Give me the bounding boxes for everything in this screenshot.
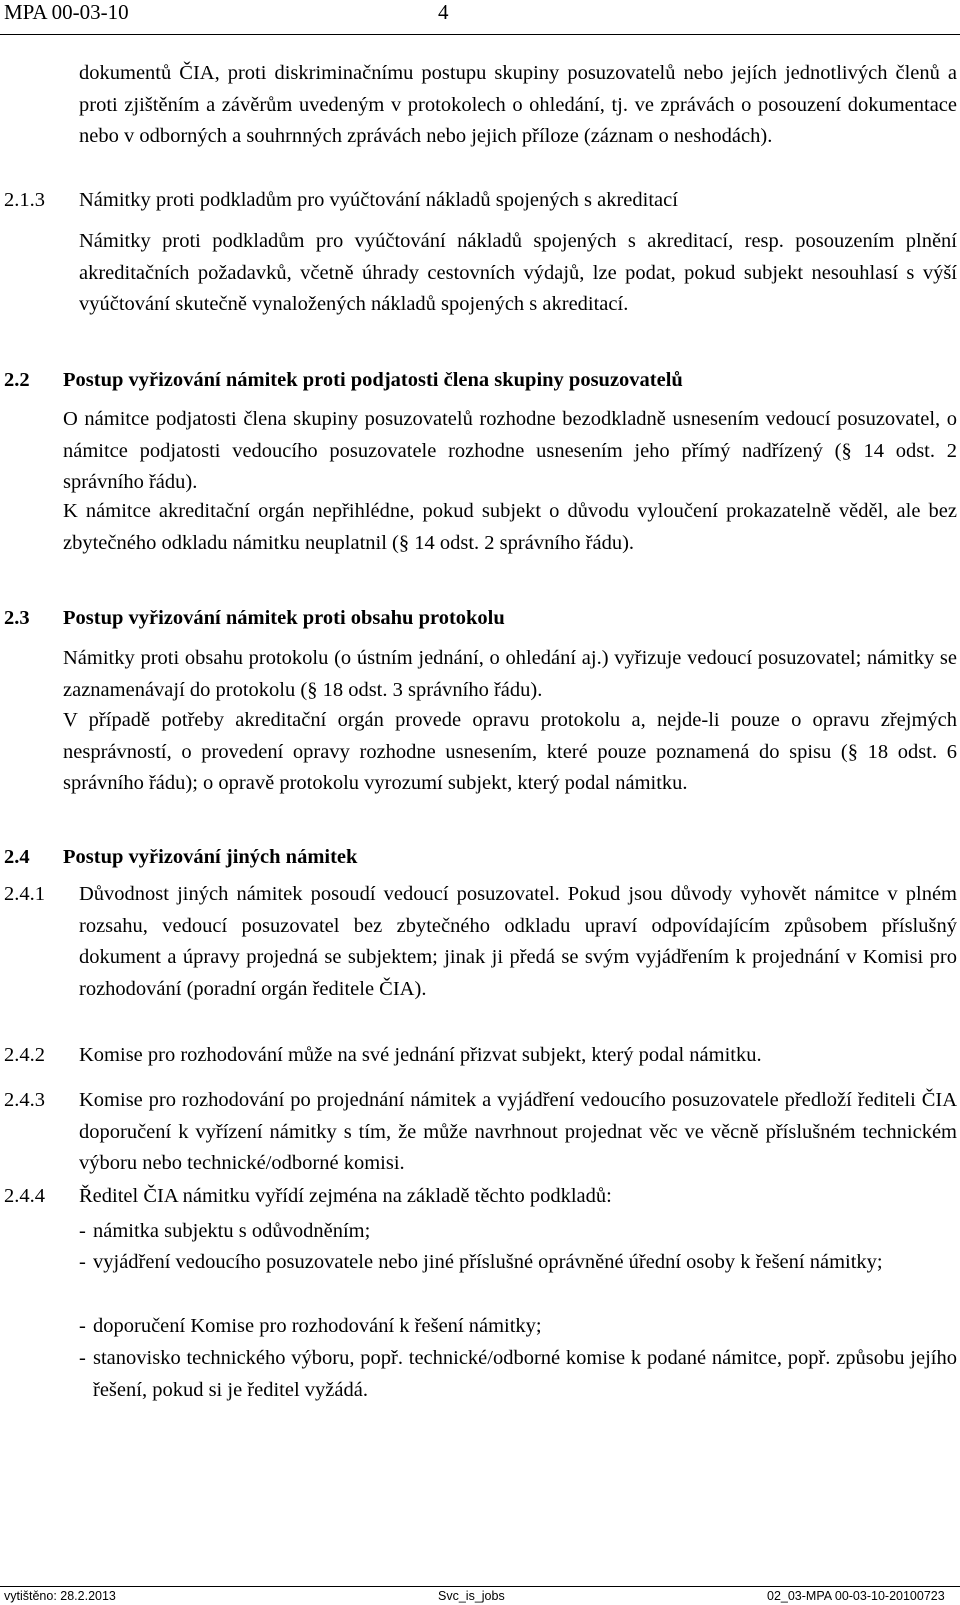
section-2-2-paragraph-2: K námitce akreditační orgán nepřihlédne, pokud subjekt o důvodu vyloučení prokazatelně věděl, ale bez zbytečného odkladu námitku neuplatnil (§ 14 odst. 2 správního řádu).	[63, 500, 957, 554]
section-2-3-paragraph-1: Námitky proti obsahu protokolu (o ústním jednání, o ohledání aj.) vyřizuje vedoucí posuzovatel; námitky se zaznamenávají do protokolu (§ 18 odst. 3 správního řádu).	[63, 647, 957, 701]
list-dash: -	[79, 1347, 86, 1369]
list-dash: -	[79, 1251, 86, 1273]
item-2-4-4-text: Ředitel ČIA námitku vyřídí zejména na základě těchto podkladů:	[79, 1185, 612, 1207]
section-2-3-number: 2.3	[4, 607, 30, 629]
header-page-number: 4	[438, 0, 449, 24]
footer-printed-date: vytištěno: 28.2.2013	[4, 1589, 116, 1603]
item-2-4-2-number: 2.4.2	[4, 1044, 45, 1066]
list-item	[79, 1247, 957, 1279]
list-item	[79, 1311, 957, 1343]
section-2-1-3-title: Námitky proti podkladům pro vyúčtování nákladů spojených s akreditací	[79, 189, 678, 211]
intro-paragraph: dokumentů ČIA, proti diskriminačnímu postupu skupiny posuzovatelů nebo jejích jednotlivých členů a proti zjištěním a závěrům uvedeným v protokolech o ohledání, tj. ve zprávách o posouzení dokumentace nebo v odborných a souhrnných zprávách nebo jejich příloze (záznam o neshodách).	[79, 62, 957, 147]
section-2-4-number: 2.4	[4, 846, 30, 868]
item-2-4-4-number: 2.4.4	[4, 1185, 45, 1207]
item-2-4-3-text: Komise pro rozhodování po projednání námitek a vyjádření vedoucího posuzovatele předloží řediteli ČIA doporučení k vyřízení námitky s tím, že může navrhnout projednat věc ve věcně příslušném technickém výboru nebo technické/odborné komisi.	[79, 1089, 957, 1174]
item-2-4-1-number: 2.4.1	[4, 883, 45, 905]
list-item	[79, 1343, 957, 1406]
section-2-3-title: Postup vyřizování námitek proti obsahu protokolu	[63, 607, 505, 629]
item-2-4-2-text: Komise pro rozhodování může na své jednání přizvat subjekt, který podal námitku.	[79, 1044, 762, 1066]
list-item-text: námitka subjektu s odůvodněním;	[93, 1220, 371, 1242]
footer-document-ref: 02_03-MPA 00-03-10-20100723	[767, 1589, 945, 1603]
footer-file-name: Svc_is_jobs	[438, 1589, 505, 1603]
item-2-4-3-number: 2.4.3	[4, 1089, 45, 1111]
header-rule	[0, 34, 960, 35]
section-2-2-title: Postup vyřizování námitek proti podjatosti člena skupiny posuzovatelů	[63, 369, 683, 391]
section-2-1-3-number: 2.1.3	[4, 189, 45, 211]
list-item-text: vyjádření vedoucího posuzovatele nebo jiné příslušné oprávněné úřední osoby k řešení námitky;	[93, 1251, 883, 1273]
list-item-text: stanovisko technického výboru, popř. technické/odborné komise k podané námitce, popř. způsobu jejího řešení, pokud si je ředitel vyžádá.	[93, 1347, 957, 1401]
list-item	[79, 1216, 957, 1248]
section-2-2-paragraph-1: O námitce podjatosti člena skupiny posuzovatelů rozhodne bezodkladně usnesením vedoucí posuzovatel, o námitce podjatosti vedoucího posuzovatele rozhodne usnesením jeho přímý nadřízený (§ 14 odst. 2 správního řádu).	[63, 408, 957, 493]
footer-rule	[0, 1586, 960, 1587]
section-2-3-paragraph-2: V případě potřeby akreditační orgán provede opravu protokolu a, nejde-li pouze o opravu zřejmých nesprávností, o provedení opravy rozhodne usnesením, které pouze poznamená do spisu (§ 18 odst. 6 správního řádu); o opravě protokolu vyrozumí subjekt, který podal námitku.	[63, 709, 957, 794]
header-doc-code: MPA 00-03-10	[4, 0, 129, 24]
list-dash: -	[79, 1220, 86, 1242]
item-2-4-1-text: Důvodnost jiných námitek posoudí vedoucí posuzovatel. Pokud jsou důvody vyhovět námitce v plném rozsahu, vedoucí posuzovatel bez zbytečného odkladu upraví odpovídajícím způsobem příslušný dokument a úpravy projedná se subjektem; jinak ji předá se svým vyjádřením k projednání v Komisi pro rozhodování (poradní orgán ředitele ČIA).	[79, 883, 957, 1000]
list-item-text: doporučení Komise pro rozhodování k řešení námitky;	[93, 1315, 542, 1337]
section-2-4-title: Postup vyřizování jiných námitek	[63, 846, 358, 868]
list-dash: -	[79, 1315, 86, 1337]
section-2-1-3-text: Námitky proti podkladům pro vyúčtování nákladů spojených s akreditací, resp. posouzením plnění akreditačních požadavků, včetně úhrady cestovních výdajů, lze podat, pokud subjekt nesouhlasí s výší vyúčtování skutečně vynaložených nákladů spojených s akreditací.	[79, 230, 957, 315]
section-2-2-number: 2.2	[4, 369, 30, 391]
